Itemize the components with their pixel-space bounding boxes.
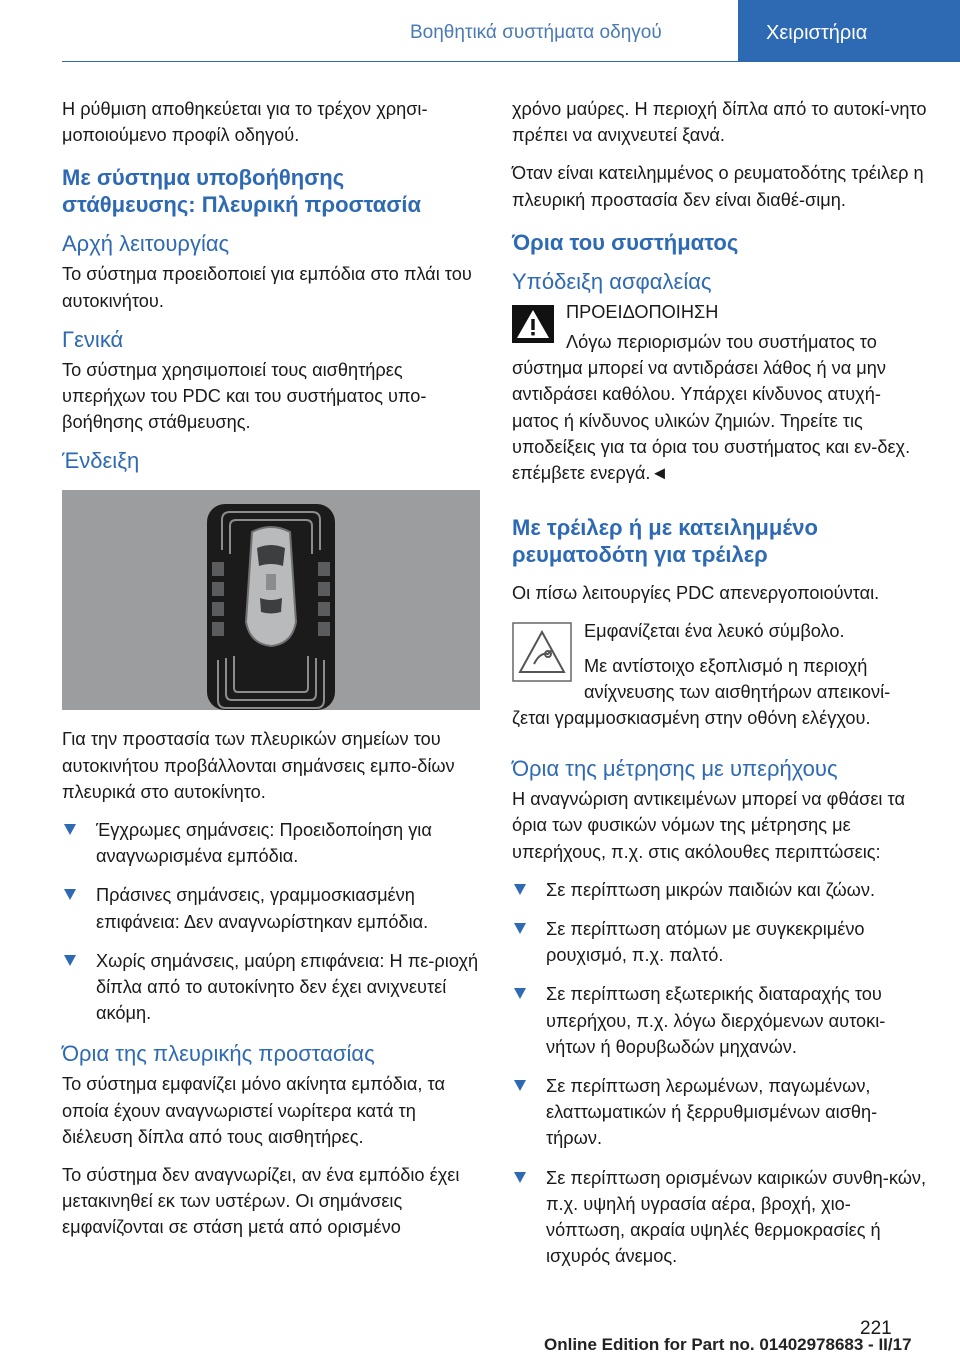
list-item: Σε περίπτωση ορισμένων καιρικών συνθη-κών, π.χ. υψηλή υγρασία αέρα, βροχή, χιο-νόπτωση, ακραία υψηλές θερμοκρασίες ή ισχυρός άνεμος. — [512, 1165, 927, 1270]
principle-heading: Αρχή λειτουργίας — [62, 231, 230, 257]
symbol-text-1: Εμφανίζεται ένα λευκό σύμβολο. — [584, 621, 845, 642]
triangle-bullet-icon — [514, 988, 526, 999]
trailer-heading: Με τρέιλερ ή με κατειλημμένο ρευματοδότη για τρέιλερ — [512, 515, 818, 568]
warning-triangle-icon — [512, 305, 554, 343]
triangle-bullet-icon — [514, 923, 526, 934]
triangle-bullet-icon — [64, 824, 76, 835]
general-heading: Γενικά — [62, 326, 124, 352]
side-protection-figure — [62, 490, 480, 710]
section-title: Βοηθητικά συστήματα οδηγού — [410, 22, 662, 43]
display-bullet-list — [62, 817, 482, 1026]
warning-text: Λόγω περιορισμών του συστήματος το σύστημα μπορεί να αντιδράσει λάθος ή να μην αντιδράσει καθόλου. Υπάρχει κίνδυνος ατυχή-ματος ή κίνδυνος υλικών ζημιών. Τηρείτε τις υποδείξεις για τα όρια του συστήματος και εν-δεχ. επέμβετε ενεργά.◄ — [512, 332, 911, 484]
side-protection-heading: Με σύστημα υποβοήθησης στάθμευσης: Πλευρική προστασία — [62, 165, 422, 218]
list-item: Σε περίπτωση ατόμων με συγκεκριμένο ρουχισμό, π.χ. παλτό. — [512, 916, 927, 968]
ultrasonic-text: Η αναγνώριση αντικειμένων μπορεί να φθάσει τα όρια των φυσικών νόμων της μέτρησης με υπερήχους, π.χ. στις ακόλουθες περιπτώσεις: — [512, 789, 905, 862]
ultrasonic-limits-heading: Όρια της μέτρησης με υπερήχους — [512, 756, 838, 782]
system-limits-heading: Όρια του συστήματος — [512, 229, 739, 255]
display-heading: Ένδειξη — [62, 448, 140, 474]
left-column — [62, 96, 482, 1253]
car-top-view-image — [62, 490, 480, 710]
side-protection-limits-heading: Όρια της πλευρικής προστασίας — [62, 1041, 375, 1067]
continued-text-2: Όταν είναι κατειλημμένος ο ρευματοδότης τρέιλερ η πλευρική προστασία δεν είναι διαθέ-σιμη. — [512, 163, 924, 210]
trailer-text: Οι πίσω λειτουργίες PDC απενεργοποιούνται. — [512, 583, 880, 604]
limits-text-1: Το σύστημα εμφανίζει μόνο ακίνητα εμπόδια, τα οποία έχουν αναγνωριστεί νωρίτερα κατά τη διέλευση δίπλα από τους αισθητήρες. — [62, 1074, 445, 1147]
warning-label: ΠΡΟΕΙΔΟΠΟΙΗΣΗ — [566, 301, 719, 322]
triangle-bullet-icon — [514, 1172, 526, 1183]
safety-note-heading: Υπόδειξη ασφαλείας — [512, 268, 712, 294]
display-text: Για την προστασία των πλευρικών σημείων του αυτοκινήτου προβάλλονται σημάνσεις εμπο-δίων πλευρικά στο αυτοκίνητο. — [62, 729, 455, 802]
trailer-socket-icon — [512, 622, 572, 682]
list-item: Χωρίς σημάνσεις, μαύρη επιφάνεια: Η πε-ριοχή δίπλα από το αυτοκίνητο δεν έχει ανιχνευτεί ακόμη. — [62, 948, 482, 1027]
limits-text-2: Το σύστημα δεν αναγνωρίζει, αν ένα εμπόδιο έχει μετακινηθεί εκ των υστέρων. Οι σημάνσεις εμφανίζονται σε στάση μετά από ορισμένο — [62, 1165, 460, 1238]
list-item: Πράσινες σημάνσεις, γραμμοσκιασμένη επιφάνεια: Δεν αναγνωρίστηκαν εμπόδια. — [62, 882, 482, 934]
triangle-bullet-icon — [514, 1080, 526, 1091]
right-column — [512, 96, 927, 1284]
list-item: Σε περίπτωση λερωμένων, παγωμένων, ελαττωματικών ή ξερρυθμισμένων αισθη-τήρων. — [512, 1073, 927, 1152]
edition-info: Online Edition for Part no. 01402978683 - II/17 — [544, 1335, 912, 1354]
general-text: Το σύστημα χρησιμοποιεί τους αισθητήρες υπερήχων του PDC και του συστήματος υπο-βοήθησης στάθμευσης. — [62, 359, 427, 433]
list-item: Σε περίπτωση εξωτερικής διαταραχής του υπερήχου, π.χ. λόγω διερχόμενων αυτοκι-νήτων ή θορυβωδών μηχανών. — [512, 981, 927, 1060]
warning-block — [512, 299, 927, 498]
trailer-symbol-block — [512, 618, 927, 743]
intro-text: Η ρύθμιση αποθηκεύεται για το τρέχον χρησι-μοποιούμενο προφίλ οδηγού. — [62, 99, 428, 146]
continued-text-1: χρόνο μαύρες. Η περιοχή δίπλα από το αυτοκί-νητο πρέπει να ανιχνευτεί ξανά. — [512, 99, 927, 146]
list-item: Σε περίπτωση μικρών παιδιών και ζώων. — [512, 877, 927, 903]
header-divider — [62, 61, 960, 62]
principle-text: Το σύστημα προειδοποιεί για εμπόδια στο πλάι του αυτοκινήτου. — [62, 264, 472, 311]
triangle-bullet-icon — [64, 889, 76, 900]
list-item: Έγχρωμες σημάνσεις: Προειδοποίηση για αναγνωρισμένα εμπόδια. — [62, 817, 482, 869]
symbol-text-2: Με αντίστοιχο εξοπλισμό η περιοχή ανίχνευσης των αισθητήρων απεικονί-ζεται γραμμοσκιασμένη στην οθόνη ελέγχου. — [512, 655, 891, 729]
ultrasonic-bullet-list — [512, 877, 927, 1270]
page-number: 221 — [860, 1318, 892, 1339]
triangle-bullet-icon — [64, 955, 76, 966]
page-header — [0, 0, 960, 62]
triangle-bullet-icon — [514, 884, 526, 895]
chapter-tab[interactable]: Χειριστήρια — [738, 0, 960, 62]
